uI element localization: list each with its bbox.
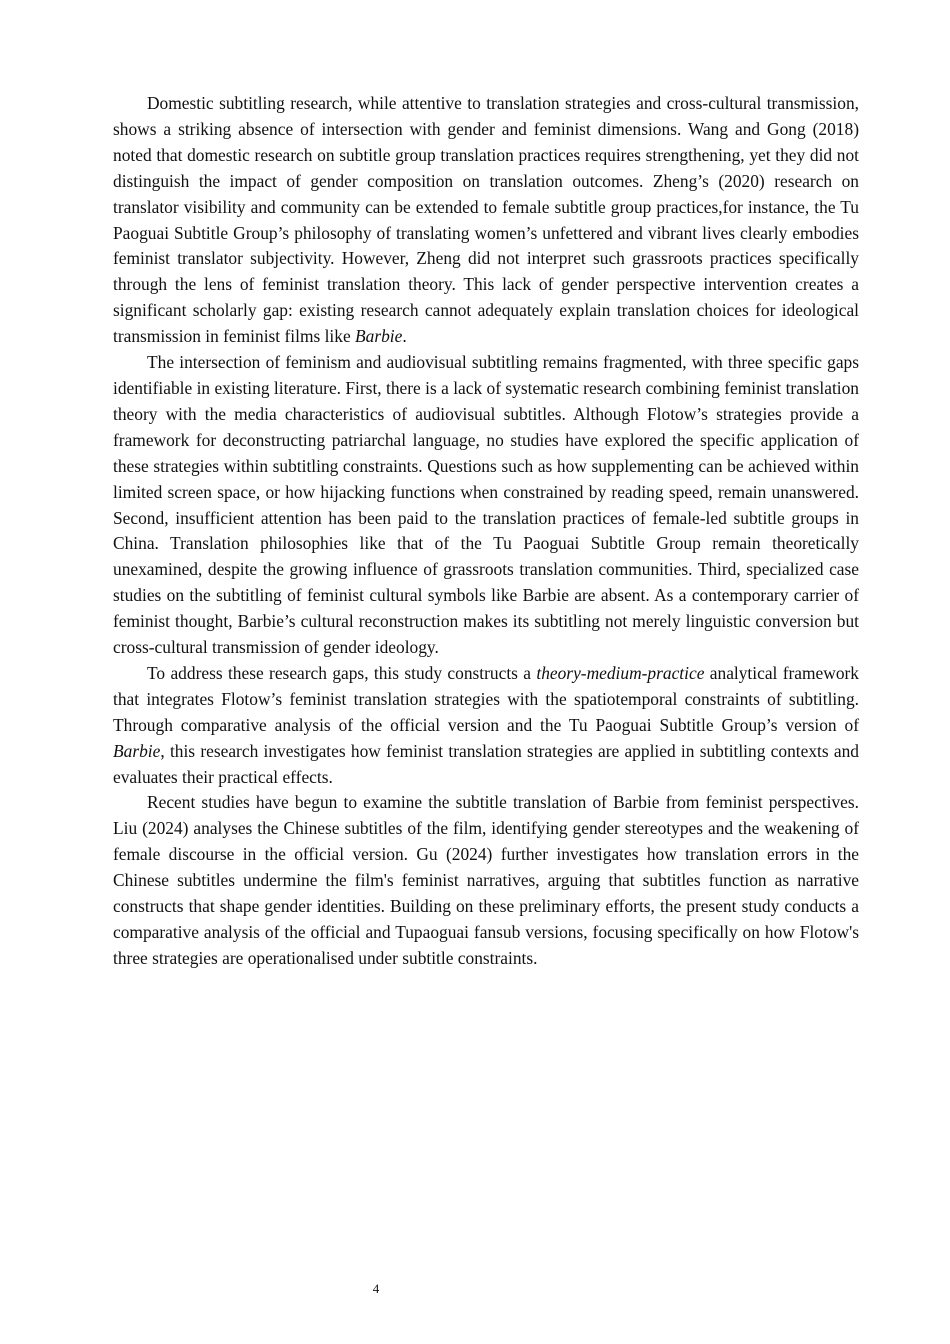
paragraph-1 bbox=[113, 91, 859, 350]
paragraph-4 bbox=[113, 790, 859, 971]
framework-term-italic: theory-medium-practice bbox=[536, 662, 705, 683]
paragraph-3-text-c: , this research investigates how feminist translation strategies are applied in subtitling contexts and evaluates their practical effects. bbox=[113, 740, 859, 787]
paragraph-2-text: The intersection of feminism and audiovisual subtitling remains fragmented, with three specific gaps identifiable in existing literature. First, there is a lack of systematic research combining feminist translation theory with the media characteristics of audiovisual subtitles. Although Flotow’s strategies provide a framework for deconstructing patriarchal language, no studies have explored the specific application of these strategies within subtitling constraints. Questions such as how supplementing can be achieved within limited screen space, or how hijacking functions when constrained by reading speed, remain unanswered. Second, insufficient attention has been paid to the translation practices of female-led subtitle groups in China. Translation philosophies like that of the Tu Paoguai Subtitle Group remain theoretically unexamined, despite the growing influence of grassroots translation communities. Third, specialized case studies on the subtitling of feminist cultural symbols like Barbie are absent. As a contemporary carrier of feminist thought, Barbie’s cultural reconstruction makes its subtitling not merely linguistic conversion but cross-cultural transmission of gender ideology. bbox=[113, 352, 859, 658]
paragraph-4-text: Recent studies have begun to examine the subtitle translation of Barbie from feminist perspectives. Liu (2024) analyses the Chinese subtitles of the film, identifying gender stereotypes and the weakening of female discourse in the official version. Gu (2024) further investigates how translation errors in the Chinese subtitles undermine the film's feminist narratives, arguing that subtitles function as narrative constructs that shape gender identities. Building on these preliminary efforts, the present study conducts a comparative analysis of the official and Tupaoguai fansub versions, focusing specifically on how Flotow's three strategies are operationalised under subtitle constraints. bbox=[113, 792, 859, 968]
paragraph-1-text: Domestic subtitling research, while attentive to translation strategies and cross-cultural transmission, shows a striking absence of intersection with gender and feminist dimensions. Wang and Gong (2018) noted that domestic research on subtitle group translation practices requires strengthening, yet they did not distinguish the impact of gender composition on translation outcomes. Zheng’s (2020) research on translator visibility and community can be extended to female subtitle group practices,for instance, the Tu Paoguai Subtitle Group’s philosophy of translating women’s unfettered and vibrant lives clearly embodies feminist translator subjectivity. However, Zheng did not interpret such grassroots practices specifically through the lens of feminist translation theory. This lack of gender perspective intervention creates a significant scholarly gap: existing research cannot adequately explain translation choices for ideological transmission in feminist films like bbox=[113, 93, 859, 347]
paragraph-1-end: . bbox=[402, 326, 407, 347]
paragraph-2 bbox=[113, 350, 859, 661]
body-text bbox=[113, 91, 859, 972]
paragraph-3 bbox=[113, 661, 859, 791]
film-title-italic: Barbie bbox=[355, 326, 403, 347]
page-number: 4 bbox=[372, 1281, 380, 1296]
film-title-italic: Barbie bbox=[113, 740, 161, 761]
paragraph-3-text-a: To address these research gaps, this study constructs a bbox=[147, 662, 537, 683]
paragraph-3-text-b: analytical framework that integrates Flotow’s feminist translation strategies with the spatiotemporal constraints of subtitling. Through comparative analysis of the official version and the Tu Paoguai Subtitle Group’s version of bbox=[113, 662, 860, 735]
